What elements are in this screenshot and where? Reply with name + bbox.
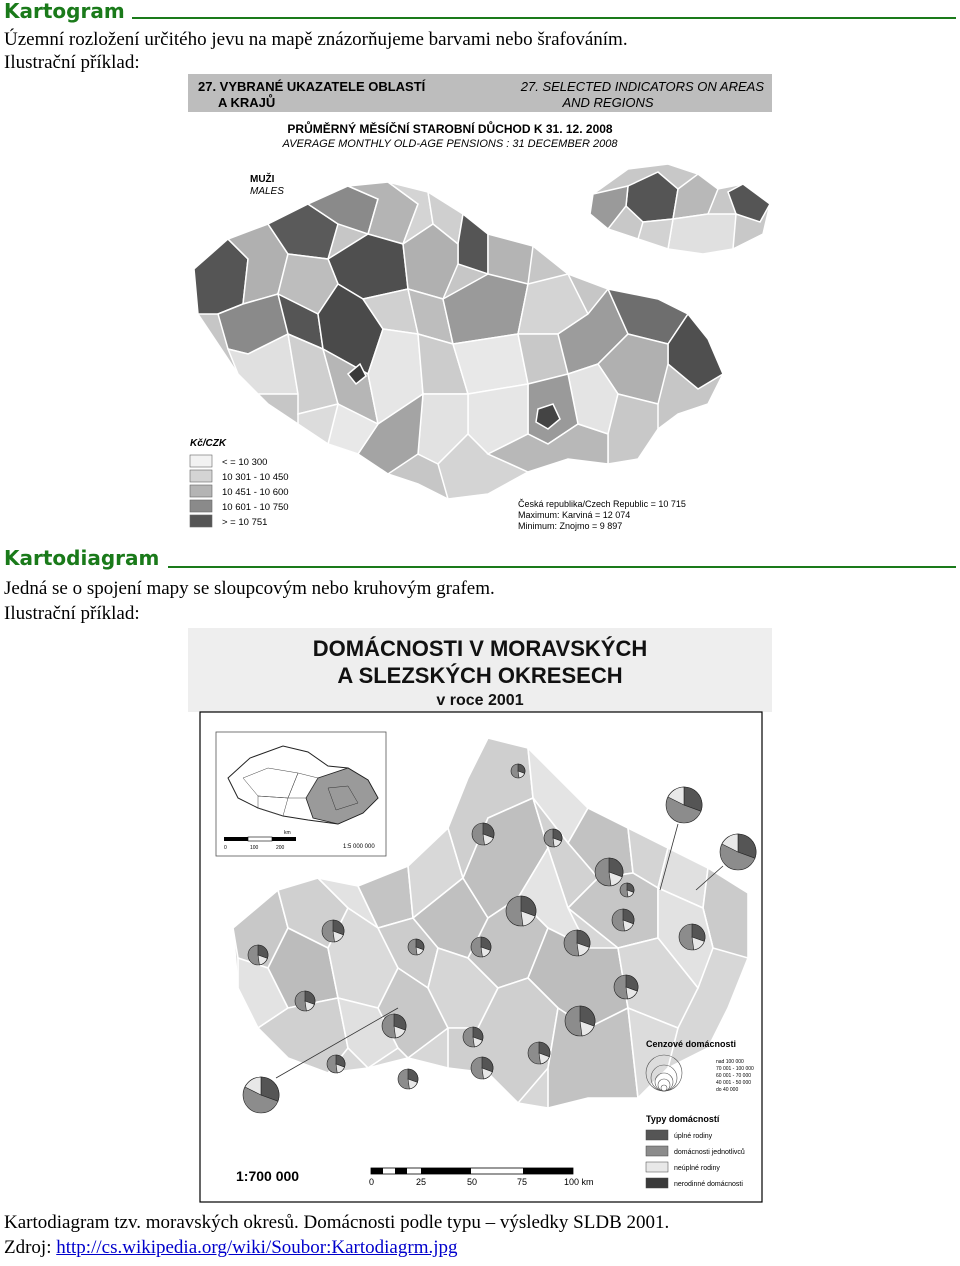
diagram-title-2: A SLEZSKÝCH OKRESECH [337,663,623,688]
legend-swatch-4 [190,500,212,512]
kartogram-example-label: Ilustrační příklad: [4,52,140,73]
map-title-cz: PRŮMĚRNÝ MĚSÍČNÍ STAROBNÍ DŮCHOD K 31. 12. 2008 [287,122,613,136]
pie-chart [595,858,623,886]
heading-kartogram: Kartogram [4,0,125,23]
heading-kartodiagram: Kartodiagram [4,546,160,570]
type-swatch-4 [646,1178,668,1188]
type-label-2: domácnosti jednotlivců [674,1149,745,1156]
legend-title-households: Cenzové domácnosti [646,1039,737,1049]
pie-chart [720,834,756,870]
source-label: Zdroj: [4,1237,57,1258]
inset-scale: 1:5 000 000 [343,844,375,850]
map-stats-min: Minimum: Znojmo = 9 897 [518,521,623,531]
size-legend-4: 40 001 - 50 000 [716,1080,752,1086]
pie-chart [528,1042,550,1064]
scale-tick-25: 25 [416,1177,427,1187]
map-header-left-1: 27. VYBRANÉ UKAZATELE OBLASTÍ [198,79,426,94]
legend-label-5: > = 10 751 [222,517,268,528]
heading-rule [132,17,956,19]
map-sex-en: MALES [250,186,284,197]
kartodiagram-example-label: Ilustrační příklad: [4,603,140,624]
heading-rule [168,566,956,568]
type-swatch-2 [646,1146,668,1156]
map-stats-max: Maximum: Karviná = 12 074 [518,510,631,520]
kartogram-map-figure [188,74,772,532]
legend-swatch-5 [190,515,212,527]
pie-chart [322,920,344,942]
diagram-title-3: v roce 2001 [436,692,524,709]
map-header-right-1: 27. SELECTED INDICATORS ON AREAS [520,79,764,94]
pie-chart [463,1027,483,1047]
size-legend-2: 70 001 - 100 000 [716,1066,754,1072]
pie-chart [679,924,705,950]
diagram-title-1: DOMÁCNOSTI V MORAVSKÝCH [312,636,648,661]
map-header-right-2: AND REGIONS [562,95,654,110]
legend-label-1: < = 10 300 [222,457,268,468]
scale-tick-50: 50 [467,1177,478,1187]
scale-bar [371,1168,573,1174]
type-label-3: neúplné rodiny [674,1165,720,1172]
scale-tick-100: 100 km [564,1177,594,1187]
scale-tick-75: 75 [517,1177,528,1187]
pie-chart [565,1006,595,1036]
pie-chart [472,823,494,845]
source-line [4,1237,458,1259]
pie-chart [327,1055,345,1073]
map-legend-unit: Kč/CZK [190,438,227,449]
source-link[interactable]: http://cs.wikipedia.org/wiki/Soubor:Kartodiagrm.jpg [56,1237,458,1258]
kartodiagram-caption: Kartodiagram tzv. moravských okresů. Domácnosti podle typu – výsledky SLDB 2001. [4,1212,670,1233]
pie-chart [471,937,491,957]
inset-tick-2: 200 [276,845,285,851]
legend-swatch-2 [190,470,212,482]
map-header-left-2: A KRAJŮ [218,95,276,110]
inset-tick-0: 0 [224,845,227,851]
pie-chart [564,930,590,956]
inset-map [216,732,386,856]
legend-label-3: 10 451 - 10 600 [222,487,289,498]
pie-chart [544,829,562,847]
pie-chart [614,975,638,999]
size-legend-5: do 40 000 [716,1087,739,1093]
kartodiagram-map-figure [188,628,772,1206]
type-swatch-1 [646,1130,668,1140]
scale-tick-0: 0 [369,1177,375,1187]
inset-tick-1: 100 [250,845,259,851]
map-sex-cz: MUŽI [250,174,275,185]
pie-chart [408,939,424,955]
pie-chart [511,764,525,778]
size-legend-1: nad 100 000 [716,1059,744,1065]
legend-label-4: 10 601 - 10 750 [222,502,289,513]
pie-chart [243,1077,279,1113]
map-title-en: AVERAGE MONTHLY OLD-AGE PENSIONS : 31 DECEMBER 2008 [282,138,618,150]
kartogram-description: Územní rozložení určitého jevu na mapě znázorňujeme barvami nebo šrafováním. [4,29,628,50]
pie-chart [382,1014,406,1038]
pie-chart [612,909,634,931]
pie-chart [295,991,315,1011]
kartodiagram-description: Jedná se o spojení mapy se sloupcovým nebo kruhovým grafem. [4,578,495,599]
inset-unit: km [284,830,291,836]
pie-chart [398,1069,418,1089]
diagram-scale: 1:700 000 [236,1168,300,1184]
legend-swatch-1 [190,455,212,467]
type-swatch-3 [646,1162,668,1172]
pie-chart [471,1057,493,1079]
legend-title-types: Typy domácností [646,1114,720,1124]
map-stats-cr: Česká republika/Czech Republic = 10 715 [518,499,686,509]
type-label-4: nerodinné domácnosti [674,1181,743,1188]
pie-chart [248,945,268,965]
pie-chart [620,883,634,897]
legend-label-2: 10 301 - 10 450 [222,472,289,483]
pie-chart [666,787,702,823]
type-label-1: úplné rodiny [674,1133,713,1140]
pie-chart [506,896,536,926]
size-legend-3: 60 001 - 70 000 [716,1073,752,1079]
legend-swatch-3 [190,485,212,497]
